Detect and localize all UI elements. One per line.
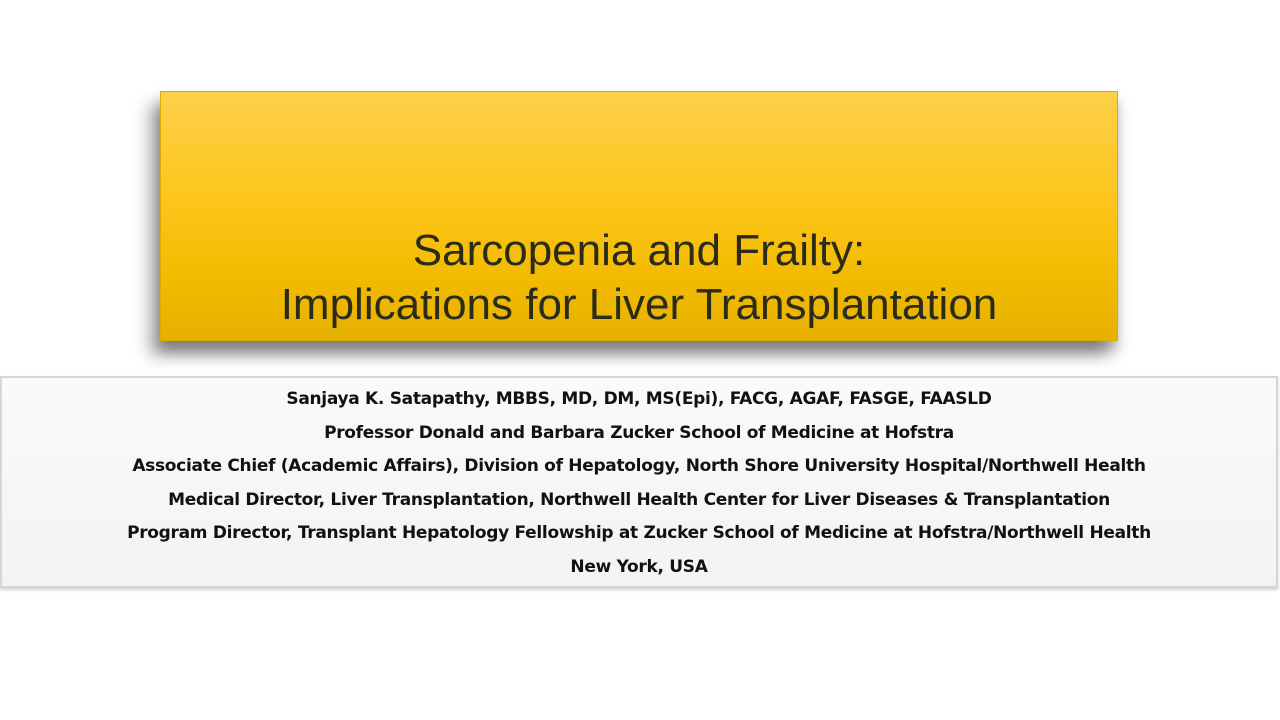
author-location: New York, USA xyxy=(570,556,708,577)
author-affiliation-professor: Professor Donald and Barbara Zucker School of Medicine at Hofstra xyxy=(324,422,954,443)
author-info-box xyxy=(0,376,1278,588)
title-box xyxy=(160,91,1118,341)
author-name: Sanjaya K. Satapathy, MBBS, MD, DM, MS(Epi), FACG, AGAF, FASGE, FAASLD xyxy=(286,389,992,409)
author-affiliation-medical-director: Medical Director, Liver Transplantation, Northwell Health Center for Liver Diseases & Transplantation xyxy=(168,489,1110,510)
slide-title-line-2: Implications for Liver Transplantation xyxy=(280,280,998,329)
author-affiliation-associate-chief: Associate Chief (Academic Affairs), Division of Hepatology, North Shore University Hospital/Northwell Health xyxy=(132,456,1146,477)
slide-title-line-1: Sarcopenia and Frailty: xyxy=(412,226,866,275)
author-affiliation-program-director: Program Director, Transplant Hepatology Fellowship at Zucker School of Medicine at Hofstra/Northwell Health xyxy=(127,523,1151,544)
